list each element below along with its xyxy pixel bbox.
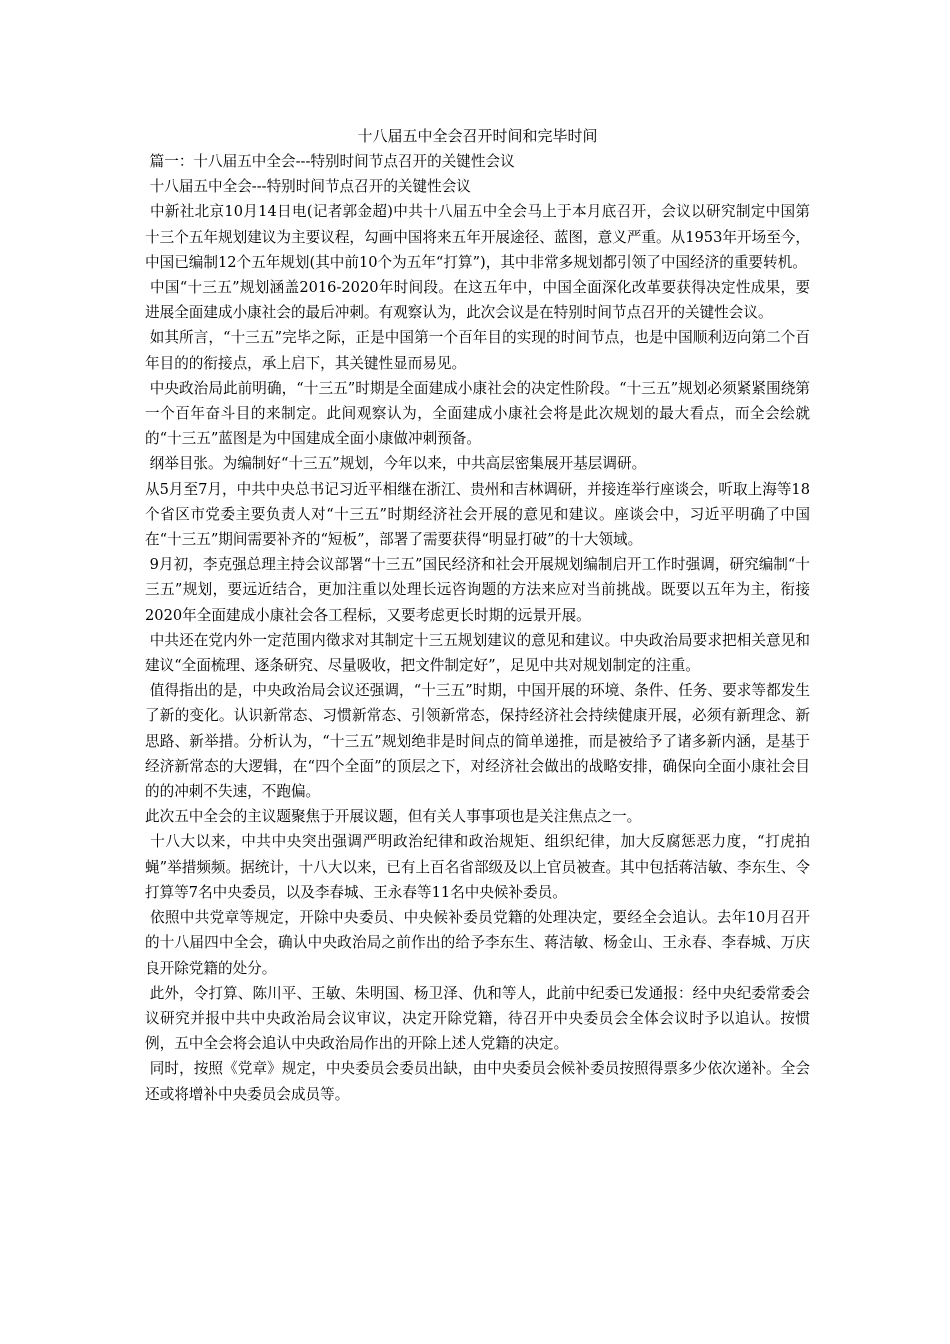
article-heading: 十八届五中全会---特别时间节点召开的关键性会议: [145, 178, 471, 196]
paragraph-5: 纲举目张。为编制好“十三五”规划，今年以来，中共高层密集展开基层调研。: [145, 455, 647, 473]
paragraph-12: 依照中共党章等规定，开除中央委员、中央候补委员党籍的处理决定，要经全会追认。去年10月召开的十八届四中全会，确认中央政治局之前作出的给予李东生、蒋洁敏、杨金山、王永春、李春城、万庆良开除党籍的处分。: [145, 909, 810, 977]
paragraph-10: 此次五中全会的主议题聚焦于开展议题，但有关人事事项也是关注焦点之一。: [145, 808, 642, 826]
document-subtitle: 篇一：十八届五中全会---特别时间节点召开的关键性会议: [145, 153, 515, 170]
paragraph-7: 9月初，李克强总理主持会议部署“十三五”国民经济和社会开展规划编制启开工作时强调，研究编制“十三五”规划，要远近结合，更加注重以处理长远咨询题的方法来应对当前挑战。既要以五年为主，衔接2020年全面建成小康社会各工程标，又要考虑更长时期的远景开展。: [145, 556, 811, 624]
paragraph-6: 从5月至7月，中共中央总书记习近平相继在浙江、贵州和吉林调研，并接连举行座谈会，听取上海等18个省区市党委主要负责人对“十三五”时期经济社会开展的意见和建议。座谈会中，习近平明确了中国在“十三五”期间需要补齐的“短板”，部署了需要获得“明显打破”的十大领域。: [145, 480, 810, 549]
paragraph-14: 同时，按照《党章》规定，中央委员会委员出缺，由中央委员会候补委员按照得票多少依次递补。全会还或将增补中央委员会成员等。: [145, 1060, 811, 1103]
paragraph-2: 中国“十三五”规划涵盖2016-2020年时间段。在这五年中，中国全面深化改革要获得决定性成果，要进展全面建成小康社会的最后冲刺。有观察认为，此次会议是在特别时间节点召开的关键性会议。: [145, 279, 811, 322]
paragraph-1: 中新社北京10月14日电(记者郭金超)中共十八届五中全会马上于本月底召开，会议以研究制定中国第十三个五年规划建议为主要议程，勾画中国将来五年开展途径、蓝图，意义严重。从1953年开场至今，中国已编制12个五年规划(其中前10个为五年“打算”)，其中非常多规划都引领了中国经济的重要转机。: [145, 203, 811, 271]
paragraph-4: 中央政治局此前明确，“十三五”时期是全面建成小康社会的决定性阶段。“十三五”规划必须紧紧围绕第一个百年奋斗目的来制定。此间观察认为，全面建成小康社会将是此次规划的最大看点，而全会绘就的“十三五”蓝图是为中国建成全面小康做冲刺预备。: [145, 379, 810, 448]
paragraph-3: 如其所言，“十三五”完毕之际，正是中国第一个百年目的实现的时间节点，也是中国顺利迈向第二个百年目的的衔接点，承上启下，其关键性显而易见。: [145, 329, 810, 372]
paragraph-8: 中共还在党内外一定范围内徵求对其制定十三五规划建议的意见和建议。中央政治局要求把相关意见和建议“全面梳理、逐条研究、尽量吸收，把文件制定好”，足见中共对规划制定的注重。: [145, 631, 811, 675]
paragraph-9: 值得指出的是，中央政治局会议还强调，“十三五”时期，中国开展的环境、条件、任务、要求等都发生了新的变化。认识新常态、习惯新常态、引领新常态，保持经济社会持续健康开展，必须有新理念、新思路、新举措。分析认为，“十三五”规划绝非是时间点的简单递推，而是被给予了诸多新内涵，是基于经济新常态的大逻辑，在“四个全面”的顶层之下，对经济社会做出的战略安排，确保向全面小康社会目的的冲刺不失速，不跑偏。: [145, 682, 810, 801]
document-title: 十八届五中全会召开时间和完毕时间: [357, 127, 598, 145]
document-page: [145, 124, 810, 1107]
paragraph-11: 十八大以来，中共中央突出强调严明政治纪律和政治规矩、组织纪律，加大反腐惩恶力度，“打虎拍蝇”举措频频。据统计，十八大以来，已有上百名省部级及以上官员被查。其中包括蒋洁敏、李东生、令打算等7名中央委员，以及李春城、王永春等11名中央候补委员。: [145, 833, 810, 901]
paragraph-13: 此外，令打算、陈川平、王敏、朱明国、杨卫泽、仇和等人，此前中纪委已发通报：经中央纪委常委会议研究并报中共中央政治局会议审议，决定开除党籍，待召开中央委员会全体会议时予以追认。按惯例，五中全会将会追认中央政治局作出的开除上述人党籍的决定。: [145, 984, 811, 1053]
